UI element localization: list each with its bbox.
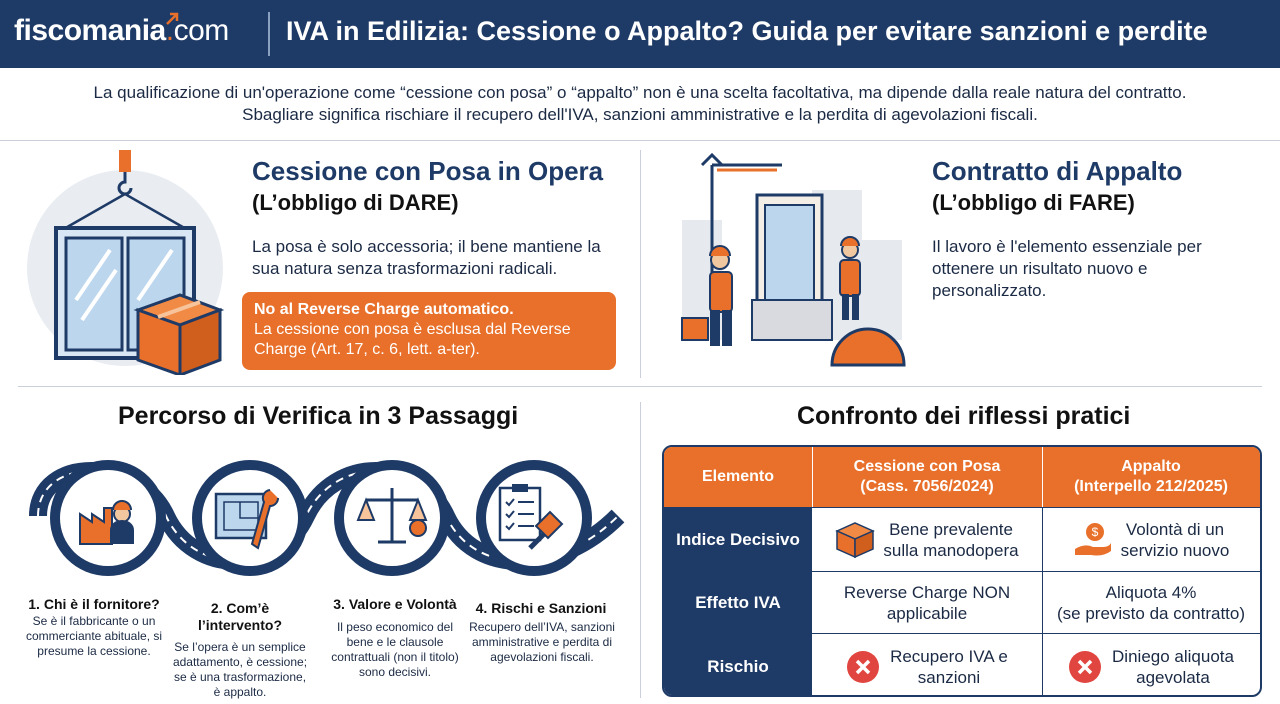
appalto-subtitle: (L’obbligo di FARE) — [932, 190, 1135, 215]
cell-rischio-appalto — [1042, 634, 1260, 697]
step-3-title: 3. Valore e Volontà — [333, 596, 457, 612]
cell-effetto-appalto: Aliquota 4% (se previsto da contratto) — [1056, 582, 1246, 623]
factory-worker-icon — [76, 478, 140, 558]
header-cessione: Cessione con Posa (Cass. 7056/2024) — [853, 458, 1001, 495]
table-row — [664, 633, 1260, 697]
reverse-charge-callout — [242, 292, 616, 370]
table-row — [664, 571, 1260, 633]
row-label-indice: Indice Decisivo — [664, 508, 812, 571]
blueprint-wrench-icon — [212, 484, 286, 556]
cell-text: Diniego aliquota agevolata — [1112, 646, 1234, 687]
logo-tld: com — [173, 14, 229, 47]
cessione-body: La posa è solo accessoria; il bene mantiene la sua natura senza trasformazioni radicali. — [252, 237, 601, 278]
cell-indice-cessione — [812, 508, 1042, 571]
step-4-title: 4. Rischi e Sanzioni — [475, 600, 607, 616]
logo-main: fiscomania — [14, 14, 166, 47]
cell-text: Bene prevalente sulla manodopera — [883, 519, 1019, 560]
error-x-icon — [846, 650, 880, 684]
step-3-text: Il peso economico del bene e le clausole contrattuali (non il titolo) sono decisivi. — [331, 620, 459, 679]
row-label-rischio: Rischio — [664, 634, 812, 697]
window-crane-illustration — [20, 150, 230, 375]
intro-line-1: La qualificazione di un'operazione come “cessione con posa” o “appalto” non è una scelta facoltativa, ma dipende dalla reale natura del contratto. — [93, 83, 1187, 102]
logo-arrow-icon — [165, 12, 179, 26]
steps-title: Percorso di Verifica in 3 Passaggi — [118, 402, 519, 430]
header-bar — [0, 0, 1280, 68]
step-1-title: 1. Chi è il fornitore? — [28, 596, 160, 612]
table-row — [664, 507, 1260, 571]
comparison-table — [662, 445, 1262, 697]
divider-top — [0, 140, 1280, 141]
logo[interactable] — [14, 14, 229, 48]
compare-title: Confronto dei riflessi pratici — [797, 402, 1131, 430]
hand-coin-icon — [1073, 521, 1113, 559]
step-4-text: Recupero dell’IVA, sanzioni amministrative e perdita di agevolazioni fiscali. — [469, 620, 615, 664]
appalto-title: Contratto di Appalto — [932, 156, 1183, 186]
scale-icon — [356, 480, 428, 552]
appalto-body: Il lavoro è l'elemento essenziale per ottenere un risultato nuovo e personalizzato. — [932, 237, 1202, 300]
divider-vertical-top — [640, 150, 641, 378]
divider-middle — [18, 386, 1262, 387]
header-appalto: Appalto (Interpello 212/2025) — [1074, 458, 1228, 495]
intro-line-2: Sbagliare significa rischiare il recupero dell'IVA, sanzioni amministrative e la perdita di agevolazioni fiscali. — [242, 105, 1038, 124]
cell-indice-appalto — [1042, 508, 1260, 571]
step-1-text: Se è il fabbricante o un commerciante abituale, si presume la cessione. — [25, 614, 163, 658]
header-elemento: Elemento — [701, 468, 774, 485]
step-2-text: Se l’opera è un semplice adattamento, è cessione; se è una trasformazione, è appalto. — [172, 640, 308, 699]
cessione-title: Cessione con Posa in Opera — [252, 156, 604, 186]
callout-text: La cessione con posa è esclusa dal Reverse Charge (Art. 17, c. 6, lett. a-ter). — [254, 321, 571, 358]
row-label-effetto: Effetto IVA — [664, 572, 812, 633]
step-2-title: 2. Com’è l’intervento? — [197, 600, 282, 633]
divider-vertical-bottom — [640, 402, 641, 698]
table-header — [664, 447, 1260, 507]
cell-text: Volontà di un servizio nuovo — [1120, 519, 1230, 560]
svg-text:$: $ — [1091, 524, 1098, 539]
cell-rischio-cessione — [812, 634, 1042, 697]
error-x-icon — [1068, 650, 1102, 684]
cell-text: Recupero IVA e sanzioni — [890, 646, 1008, 687]
construction-illustration — [672, 150, 912, 376]
page-title: IVA in Edilizia: Cessione o Appalto? Guida per evitare sanzioni e perdite — [286, 16, 1208, 46]
logo-dot: . — [165, 14, 174, 47]
callout-title: No al Reverse Charge automatico. — [254, 301, 514, 318]
cell-effetto-cessione: Reverse Charge NON applicabile — [843, 582, 1011, 623]
intro-text — [0, 82, 1280, 126]
header-divider — [268, 12, 270, 56]
box-icon — [835, 521, 875, 559]
gavel-checklist-icon — [496, 480, 570, 556]
cessione-subtitle: (L’obbligo di DARE) — [252, 190, 459, 215]
